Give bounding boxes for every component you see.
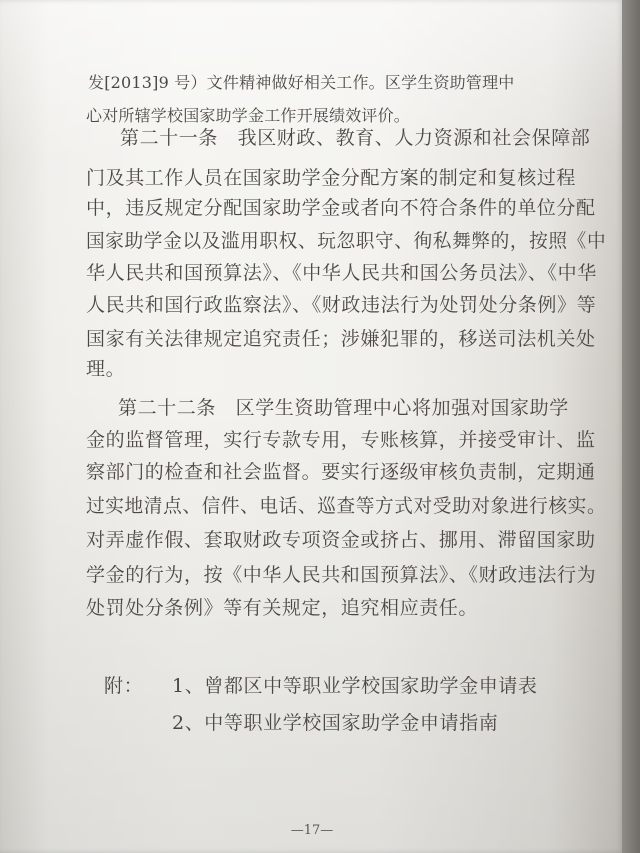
paragraph-2-line-7: 国家有关法律规定追究责任；涉嫌犯罪的，移送司法机关处 bbox=[86, 328, 596, 350]
paragraph-3-line-6: 学金的行为，按《中华人民共和国预算法》、《财政违法行为 bbox=[86, 564, 597, 586]
page-number: —17— bbox=[290, 823, 334, 838]
attachment-item-2: 2、中等职业学校国家助学金申请指南 bbox=[172, 712, 499, 734]
attachments-label: 附： bbox=[104, 675, 144, 697]
paragraph-3-line-4: 过实地清点、信件、电话、巡查等方式对受助对象进行核实。 bbox=[86, 495, 607, 517]
paragraph-3-line-7: 处罚处分条例》等有关规定，追究相应责任。 bbox=[86, 597, 479, 619]
paragraph-1-line-2: 心对所辖学校国家助学金工作开展绩效评价。 bbox=[86, 106, 411, 125]
attachment-item-1: 1、曾都区中等职业学校国家助学金申请表 bbox=[172, 675, 538, 697]
paragraph-2-line-3: 中，违反规定分配国家助学金或者向不符合条件的单位分配 bbox=[86, 197, 596, 219]
paragraph-3-line-2: 金的监督管理，实行专款专用，专账核算，并接受审计、监 bbox=[86, 429, 596, 451]
scan-right-edge-shadow bbox=[622, 0, 640, 853]
paragraph-2-line-6: 人民共和国行政监察法》、《财政违法行为处罚处分条例》等 bbox=[86, 294, 597, 316]
paragraph-2-line-5: 华人民共和国预算法》、《中华人民共和国公务员法》、《中华 bbox=[86, 262, 597, 284]
paragraph-3-line-5: 对弄虚作假、套取财政专项资金或挤占、挪用、滞留国家助 bbox=[86, 529, 596, 551]
paragraph-1-line-1: 发[2013]9 号）文件精神做好相关工作。区学生资助管理中 bbox=[88, 73, 515, 92]
paragraph-3-line-1: 第二十二条 区学生资助管理中心将加强对国家助学 bbox=[118, 397, 569, 419]
paragraph-2-line-2: 门及其工作人员在国家助学金分配方案的制定和复核过程 bbox=[86, 167, 577, 189]
paragraph-2-line-8: 理。 bbox=[86, 358, 126, 380]
paragraph-2-line-4: 国家助学金以及滥用职权、玩忽职守、徇私舞弊的，按照《中 bbox=[86, 230, 607, 252]
paragraph-3-line-3: 察部门的检查和社会监督。要实行逐级审核负责制，定期通 bbox=[86, 461, 596, 483]
paragraph-2-line-1: 第二十一条 我区财政、教育、人力资源和社会保障部 bbox=[120, 127, 591, 149]
